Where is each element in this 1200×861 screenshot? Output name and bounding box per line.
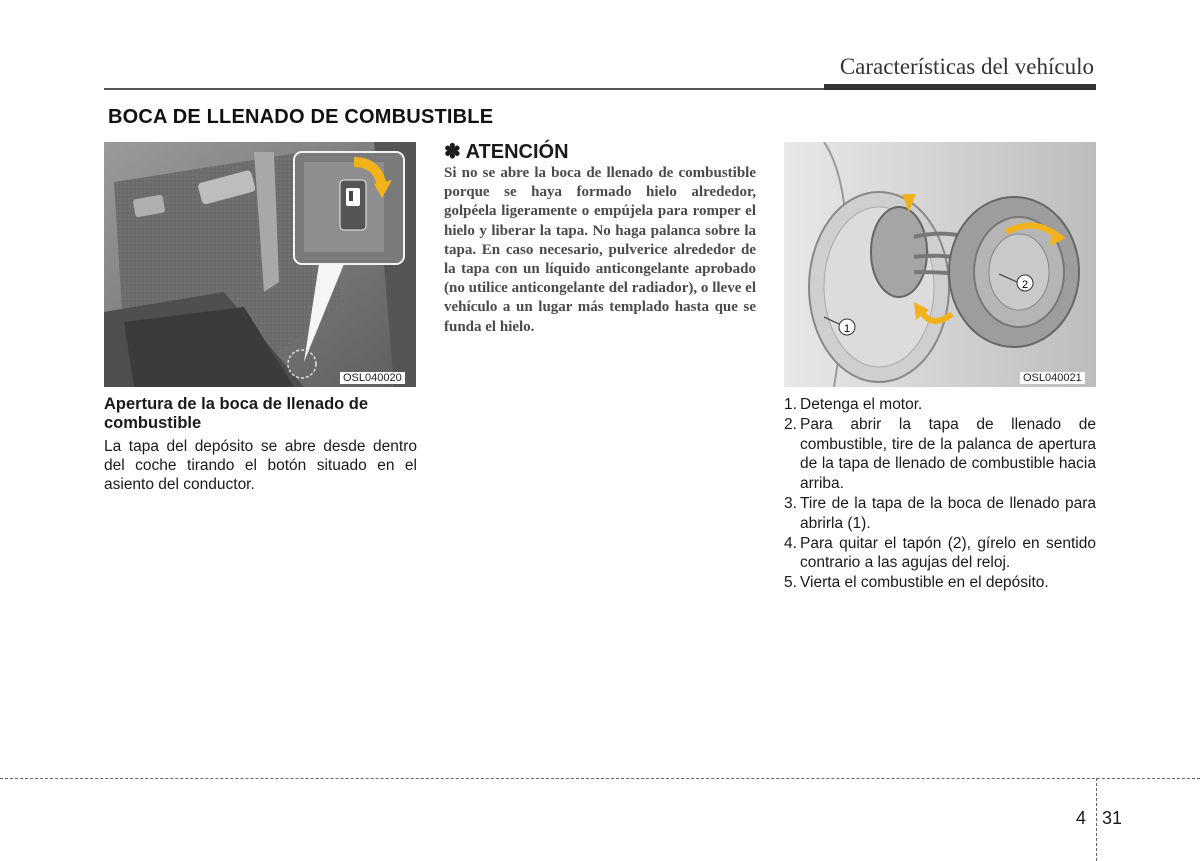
attention-label: ATENCIÓN [465,141,569,163]
step-number: 5. [784,574,797,592]
step-number: 1. [784,396,797,413]
attention-title [444,139,569,164]
figure-code: OSL040021 [1020,372,1085,384]
step-number: 2. [784,416,797,434]
figure-code: OSL040020 [340,372,405,384]
attention-symbol-icon: ✽ [444,141,461,163]
step-text: Para quitar el tapón (2), gírelo en sentido contrario a las agujas del reloj. [800,534,1096,572]
step-text: Para abrir la tapa de llenado de combustible, tire de la palanca de apertura de la tapa de llenado de combustible hacia arriba. [800,416,1096,492]
list-item [784,573,1096,593]
step-number: 4. [784,534,797,552]
steps-list [784,395,1096,593]
callout-1: 1 [843,323,851,335]
list-item [784,494,1096,533]
step-text: Tire de la tapa de la boca de llenado para abrirla (1). [800,494,1096,532]
step-text: Detenga el motor. [800,396,923,413]
figure-fuel-door-open [784,142,1096,387]
footer-divider [0,778,1200,779]
step-number: 3. [784,494,797,512]
list-item [784,534,1096,573]
callout-2: 2 [1021,279,1029,291]
page-number: 31 [1102,808,1123,828]
body-paragraph: La tapa del depósito se abre desde dentro del coche tirando el botón situado en el asiento del conductor. [104,438,417,493]
chapter-number: 4 [1076,808,1087,828]
chapter-header-title: Características del vehículo [839,54,1094,79]
subsection-heading: Apertura de la boca de llenado de combustible [104,395,369,432]
step-text: Vierta el combustible en el depósito. [800,574,1049,592]
list-item [784,395,1096,415]
figure-fuel-release-lever [104,142,416,387]
list-item [784,415,1096,493]
footer-divider-vertical [1096,778,1097,861]
section-title: BOCA DE LLENADO DE COMBUSTIBLE [108,106,494,128]
header-rule-accent [824,84,1096,90]
attention-text: Si no se abre la boca de llenado de combustible porque se haya formado hielo alrededor, golpéela ligeramente o empújela para romper el hielo y liberar la tapa. No haga palanca sobre la tapa. En caso necesario, pulverice alrededor de la tapa con un líquido anticongelante aprobado (no utilice anticongelante del radiador), o lleve el vehículo a un lugar más templado hasta que se funda el hielo. [444,165,756,335]
